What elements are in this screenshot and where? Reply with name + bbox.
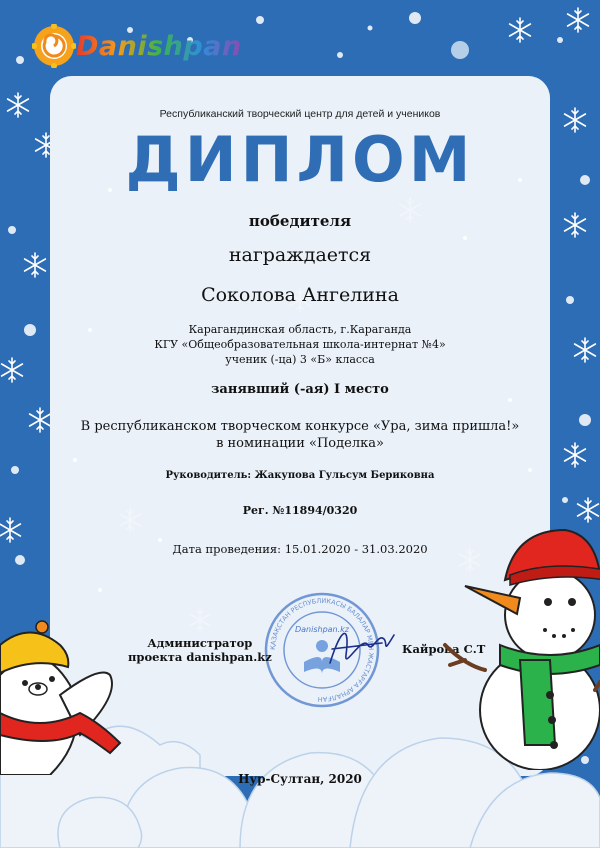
details-school: КГУ «Общеобразовательная школа-интернат №4» [154, 338, 446, 351]
admin-project: проекта danishpan.kz [128, 650, 272, 664]
admin-title: Администратор [147, 636, 253, 650]
signer-name: Кайрова С.Т [402, 642, 486, 656]
contest-nomination: в номинации «Поделка» [216, 436, 384, 451]
recipient-name: Соколова Ангелина [201, 284, 399, 306]
right-snowman-illustration [440, 520, 600, 770]
danishpan-logo [32, 22, 242, 70]
contest-name: В республиканском творческом конкурсе «Ура, зима пришла!» [80, 419, 520, 434]
details-grade: ученик (-ца) 3 «Б» класса [225, 353, 375, 366]
stamp-center-text: Danishpan.kz [294, 625, 350, 634]
winner-label: победителя [248, 212, 352, 230]
signature [322, 615, 402, 675]
contest-description [50, 418, 550, 452]
organization-name: Республиканский творческий центр для детей и учеников [159, 108, 441, 120]
logo-text: Danishpan [76, 30, 242, 62]
details-region: Карагандинская область, г.Караганда [188, 323, 412, 336]
sun-swirl-icon [32, 24, 76, 68]
leader-name: Руководитель: Жакупова Гульсум Бериковна [165, 470, 435, 481]
stamp-ring-text: ҚАЗАҚСТАН РЕСПУБЛИКАСЫ БАЛАЛАР МЕН ЖАСТАРҒА АРНАЛҒАН [268, 596, 376, 704]
recipient-details [50, 322, 550, 367]
event-dates: Дата проведения: 15.01.2020 - 31.03.2020 [172, 542, 428, 556]
awarded-label: награждается [228, 244, 372, 266]
place-label: занявший (-ая) I место [211, 382, 389, 397]
city-year: Нур-Султан, 2020 [238, 772, 362, 786]
certificate-title: ДИПЛОМ [125, 123, 475, 196]
registration-number: Рег. №11894/0320 [242, 504, 358, 517]
left-snowman-illustration [0, 615, 150, 775]
